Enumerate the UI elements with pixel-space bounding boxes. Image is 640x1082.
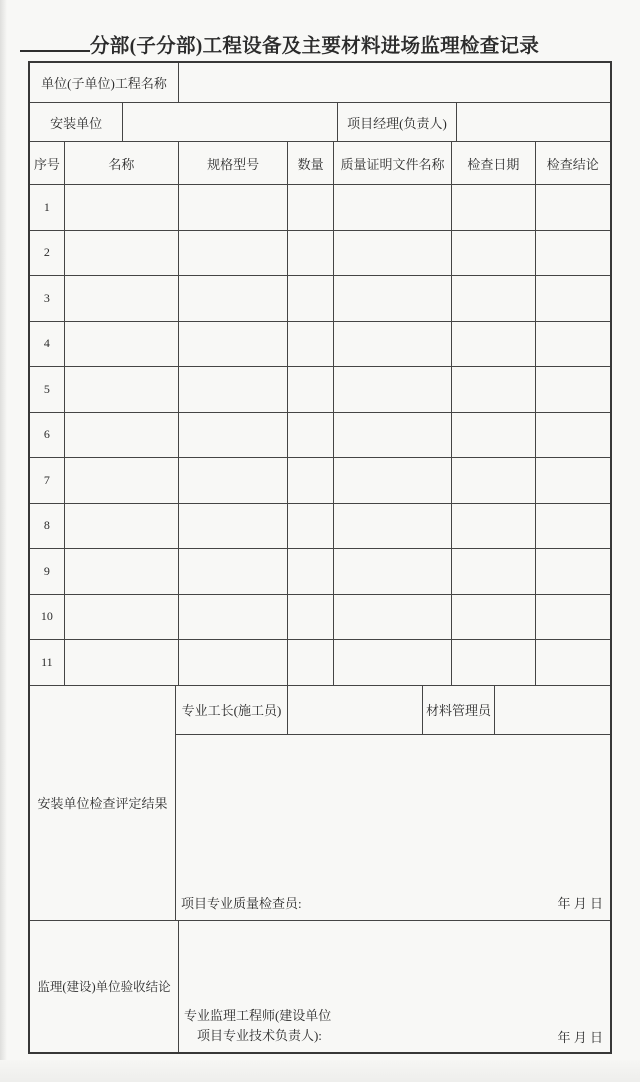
scan-edge-shadow-bottom — [0, 1060, 640, 1082]
empty-cell — [179, 185, 288, 231]
column-header-spec-model: 规格型号 — [179, 142, 288, 185]
empty-cell — [179, 458, 288, 504]
supervision-engineer-label — [184, 1006, 331, 1046]
project-name-row — [30, 63, 610, 103]
supervision-result-area — [179, 921, 610, 1052]
empty-cell — [179, 504, 288, 550]
row-number-cell: 4 — [30, 322, 65, 368]
empty-cell — [179, 276, 288, 322]
empty-cell — [536, 367, 610, 413]
empty-cell — [65, 276, 179, 322]
column-header-check-conclusion: 检查结论 — [536, 142, 610, 185]
empty-cell — [536, 504, 610, 550]
empty-cell — [334, 549, 452, 595]
empty-cell — [536, 640, 610, 686]
column-header-check-date: 检查日期 — [452, 142, 535, 185]
material-manager-signature-cell — [495, 686, 610, 735]
empty-cell — [65, 185, 179, 231]
column-header-quality-certificate: 质量证明文件名称 — [334, 142, 452, 185]
empty-cell — [288, 458, 334, 504]
supervision-section-label: 监理(建设)单位验收结论 — [30, 921, 179, 1052]
empty-cell — [452, 640, 535, 686]
empty-cell — [334, 413, 452, 459]
empty-cell — [65, 231, 179, 277]
row-number-cell: 3 — [30, 276, 65, 322]
empty-cell — [452, 185, 535, 231]
table-row — [30, 504, 610, 550]
row-number-cell: 8 — [30, 504, 65, 550]
project-name-value-cell — [179, 63, 610, 103]
empty-cell — [288, 595, 334, 641]
column-header-name: 名称 — [65, 142, 179, 185]
material-manager-label: 材料管理员 — [423, 686, 495, 735]
empty-cell — [288, 322, 334, 368]
data-rows — [30, 185, 610, 686]
project-manager-label: 项目经理(负责人) — [338, 103, 457, 142]
empty-cell — [65, 640, 179, 686]
project-name-label: 单位(子单位)工程名称 — [30, 63, 179, 103]
empty-cell — [179, 549, 288, 595]
table-row — [30, 595, 610, 641]
row-number-cell: 2 — [30, 231, 65, 277]
supervision-engineer-label-line1: 专业监理工程师(建设单位 — [183, 1007, 332, 1023]
table-row — [30, 231, 610, 277]
empty-cell — [65, 504, 179, 550]
foreman-signature-cell — [288, 686, 423, 735]
row-number-cell: 6 — [30, 413, 65, 459]
install-unit-label: 安装单位 — [30, 103, 123, 142]
signoff-row — [176, 686, 610, 735]
empty-cell — [179, 231, 288, 277]
empty-cell — [334, 504, 452, 550]
empty-cell — [452, 231, 535, 277]
empty-cell — [452, 549, 535, 595]
form-title — [20, 30, 539, 58]
row-number-cell: 9 — [30, 549, 65, 595]
table-row — [30, 185, 610, 231]
empty-cell — [452, 458, 535, 504]
supervision-section — [30, 921, 610, 1052]
empty-cell — [179, 367, 288, 413]
row-number-cell: 5 — [30, 367, 65, 413]
table-row — [30, 367, 610, 413]
empty-cell — [452, 367, 535, 413]
empty-cell — [536, 231, 610, 277]
install-check-result-area — [176, 735, 610, 921]
install-check-date: 年 月 日 — [557, 895, 603, 911]
column-header-index: 序号 — [30, 142, 65, 185]
empty-cell — [536, 276, 610, 322]
table-row — [30, 322, 610, 368]
row-number-cell: 10 — [30, 595, 65, 641]
supervision-date: 年 月 日 — [557, 1029, 603, 1045]
row-number-cell: 11 — [30, 640, 65, 686]
empty-cell — [65, 458, 179, 504]
table-row — [30, 413, 610, 459]
install-check-section — [30, 686, 610, 921]
empty-cell — [536, 413, 610, 459]
empty-cell — [65, 549, 179, 595]
form-title-text: 分部(子分部)工程设备及主要材料进场监理检查记录 — [90, 36, 540, 57]
empty-cell — [288, 504, 334, 550]
empty-cell — [536, 595, 610, 641]
scan-edge-shadow-left — [0, 0, 7, 1082]
empty-cell — [452, 504, 535, 550]
empty-cell — [334, 640, 452, 686]
empty-cell — [179, 640, 288, 686]
empty-cell — [452, 322, 535, 368]
empty-cell — [288, 185, 334, 231]
supervision-engineer-label-line2: 项目专业技术负责人): — [196, 1027, 322, 1043]
empty-cell — [179, 413, 288, 459]
empty-cell — [288, 276, 334, 322]
empty-cell — [334, 185, 452, 231]
empty-cell — [65, 322, 179, 368]
foreman-label: 专业工长(施工员) — [176, 686, 288, 735]
table-row — [30, 276, 610, 322]
empty-cell — [452, 595, 535, 641]
quality-inspector-label: 项目专业质量检查员: — [181, 895, 302, 911]
empty-cell — [536, 458, 610, 504]
empty-cell — [334, 322, 452, 368]
inspection-record-table — [28, 61, 612, 1054]
install-unit-value-cell — [123, 103, 338, 142]
empty-cell — [334, 276, 452, 322]
table-row — [30, 458, 610, 504]
row-number-cell: 7 — [30, 458, 65, 504]
install-check-section-label: 安装单位检查评定结果 — [30, 686, 176, 921]
empty-cell — [334, 595, 452, 641]
empty-cell — [179, 322, 288, 368]
table-row — [30, 549, 610, 595]
title-blank-underline — [20, 37, 90, 52]
empty-cell — [288, 413, 334, 459]
empty-cell — [288, 640, 334, 686]
empty-cell — [452, 276, 535, 322]
empty-cell — [179, 595, 288, 641]
empty-cell — [65, 595, 179, 641]
empty-cell — [65, 367, 179, 413]
table-header-row — [30, 142, 610, 185]
empty-cell — [334, 231, 452, 277]
column-header-quantity: 数量 — [288, 142, 334, 185]
empty-cell — [288, 231, 334, 277]
empty-cell — [536, 185, 610, 231]
empty-cell — [334, 367, 452, 413]
empty-cell — [334, 458, 452, 504]
install-unit-row — [30, 103, 610, 142]
row-number-cell: 1 — [30, 185, 65, 231]
empty-cell — [536, 549, 610, 595]
install-check-section-body — [176, 686, 610, 921]
table-row — [30, 640, 610, 686]
empty-cell — [536, 322, 610, 368]
empty-cell — [65, 413, 179, 459]
empty-cell — [452, 413, 535, 459]
empty-cell — [288, 549, 334, 595]
project-manager-value-cell — [457, 103, 610, 142]
empty-cell — [288, 367, 334, 413]
